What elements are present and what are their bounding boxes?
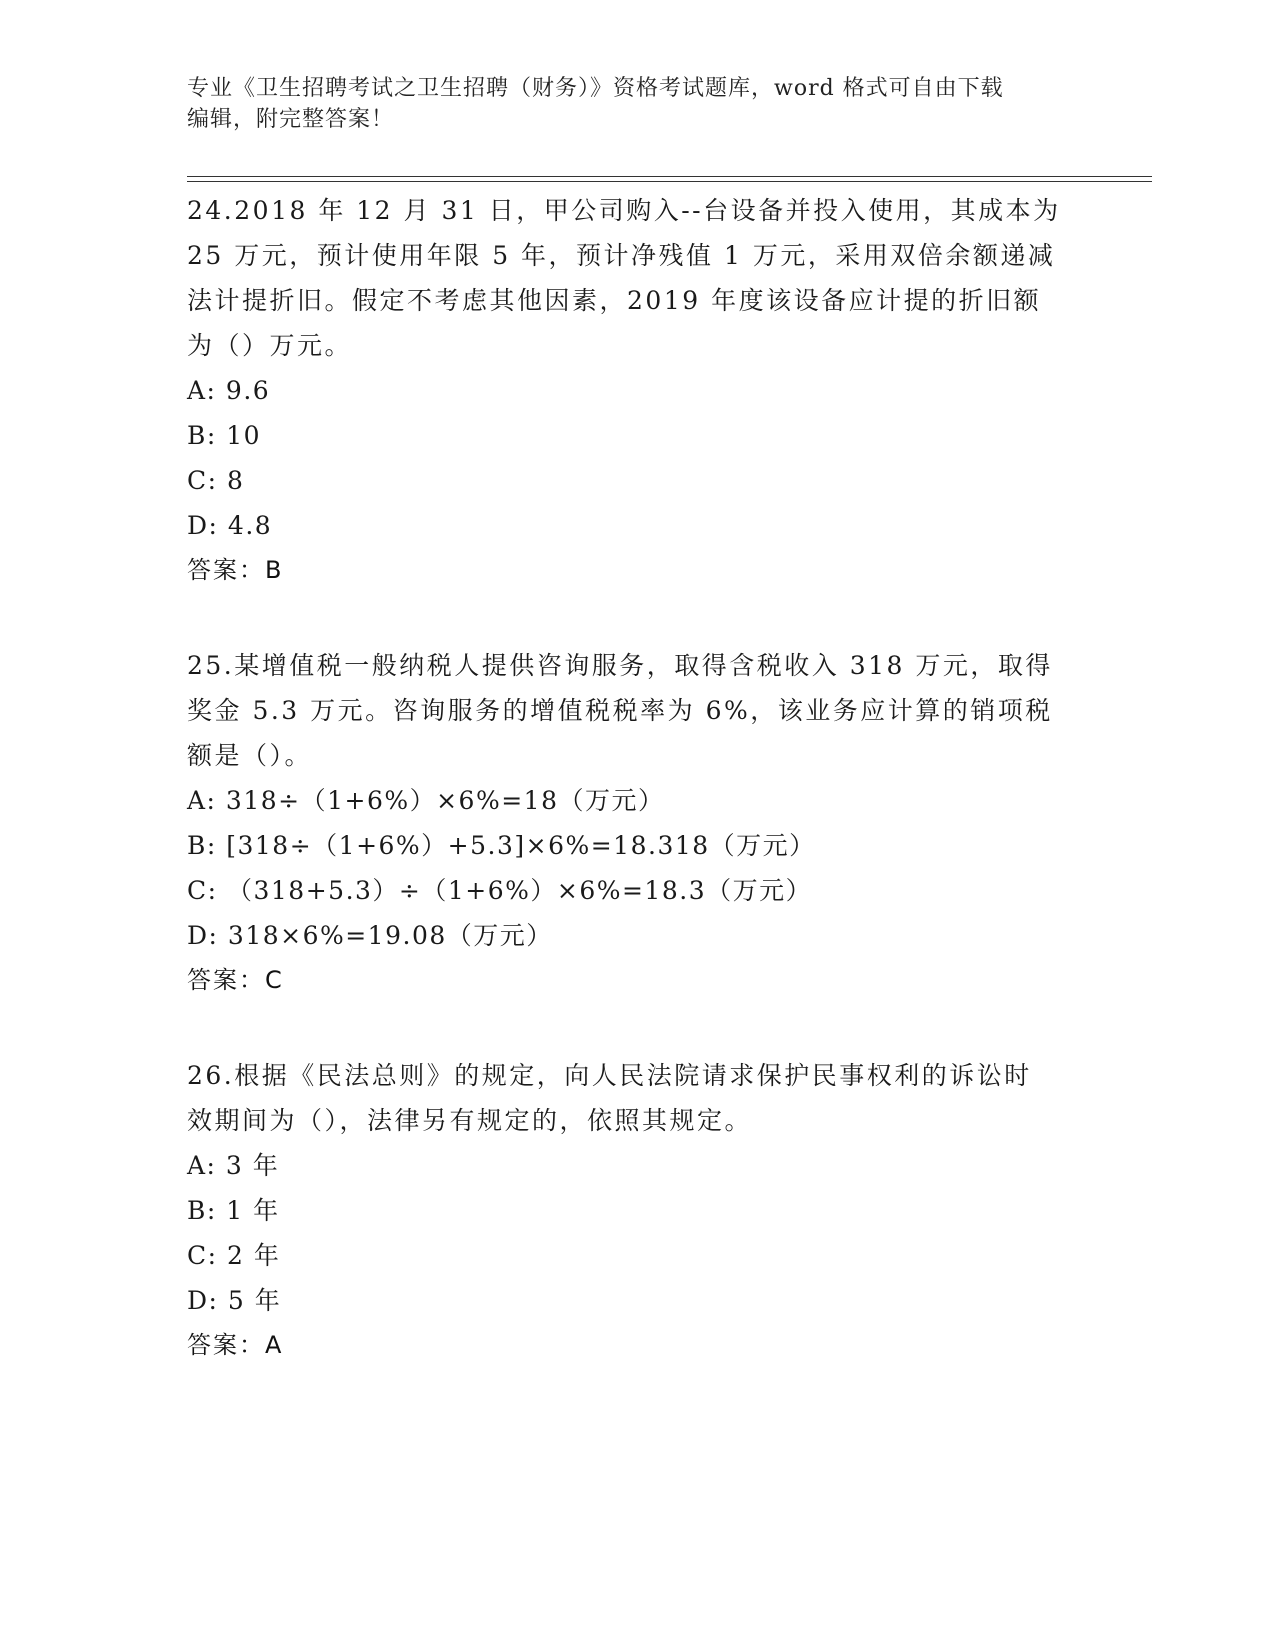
option-b: B: 10 — [187, 421, 262, 450]
question-stem-line: 法计提折旧。假定不考虑其他因素，2019 年度该设备应计提的折旧额 — [187, 286, 1042, 315]
answer-line: 答案：A — [187, 1331, 284, 1359]
question-stem-line: 25.某增值税一般纳税人提供咨询服务，取得含税收入 318 万元，取得 — [187, 651, 1053, 680]
header-line-1: 专业《卫生招聘考试之卫生招聘（财务）》资格考试题库，word 格式可自由下载 — [187, 76, 1004, 101]
question-25 — [187, 643, 1067, 1003]
option-a: A: 318÷（1+6%）×6%=18（万元） — [187, 786, 665, 815]
option-a: A: 9.6 — [187, 376, 271, 405]
header-divider-bottom — [187, 181, 1152, 182]
question-stem-line: 为（）万元。 — [187, 331, 353, 360]
question-24 — [187, 188, 1067, 593]
question-stem-line: 24.2018 年 12 月 31 日，甲公司购入--台设备并投入使用，其成本为 — [187, 196, 1061, 225]
answer-line: 答案：C — [187, 966, 284, 994]
header-divider-top — [187, 176, 1152, 177]
question-stem-line: 奖金 5.3 万元。咨询服务的增值税税率为 6%，该业务应计算的销项税 — [187, 696, 1053, 725]
question-26 — [187, 1053, 1067, 1368]
question-stem-line: 26.根据《民法总则》的规定，向人民法院请求保护民事权利的诉讼时 — [187, 1061, 1032, 1090]
option-c: C: （318+5.3）÷（1+6%）×6%=18.3（万元） — [187, 876, 813, 905]
option-d: D: 318×6%=19.08（万元） — [187, 921, 553, 950]
option-d: D: 5 年 — [187, 1286, 282, 1315]
question-stem-line: 效期间为（），法律另有规定的，依照其规定。 — [187, 1106, 753, 1135]
option-b: B: [318÷（1+6%）+5.3]×6%=18.318（万元） — [187, 831, 816, 860]
option-b: B: 1 年 — [187, 1196, 280, 1225]
answer-line: 答案：B — [187, 556, 284, 584]
header-line-2: 编辑，附完整答案！ — [187, 107, 395, 132]
option-a: A: 3 年 — [187, 1151, 280, 1180]
option-d: D: 4.8 — [187, 511, 273, 540]
question-stem-line: 额是（）。 — [187, 741, 313, 770]
document-header — [187, 73, 1067, 135]
option-c: C: 8 — [187, 466, 245, 495]
option-c: C: 2 年 — [187, 1241, 281, 1270]
question-stem-line: 25 万元，预计使用年限 5 年，预计净残值 1 万元，采用双倍余额递减 — [187, 241, 1056, 270]
